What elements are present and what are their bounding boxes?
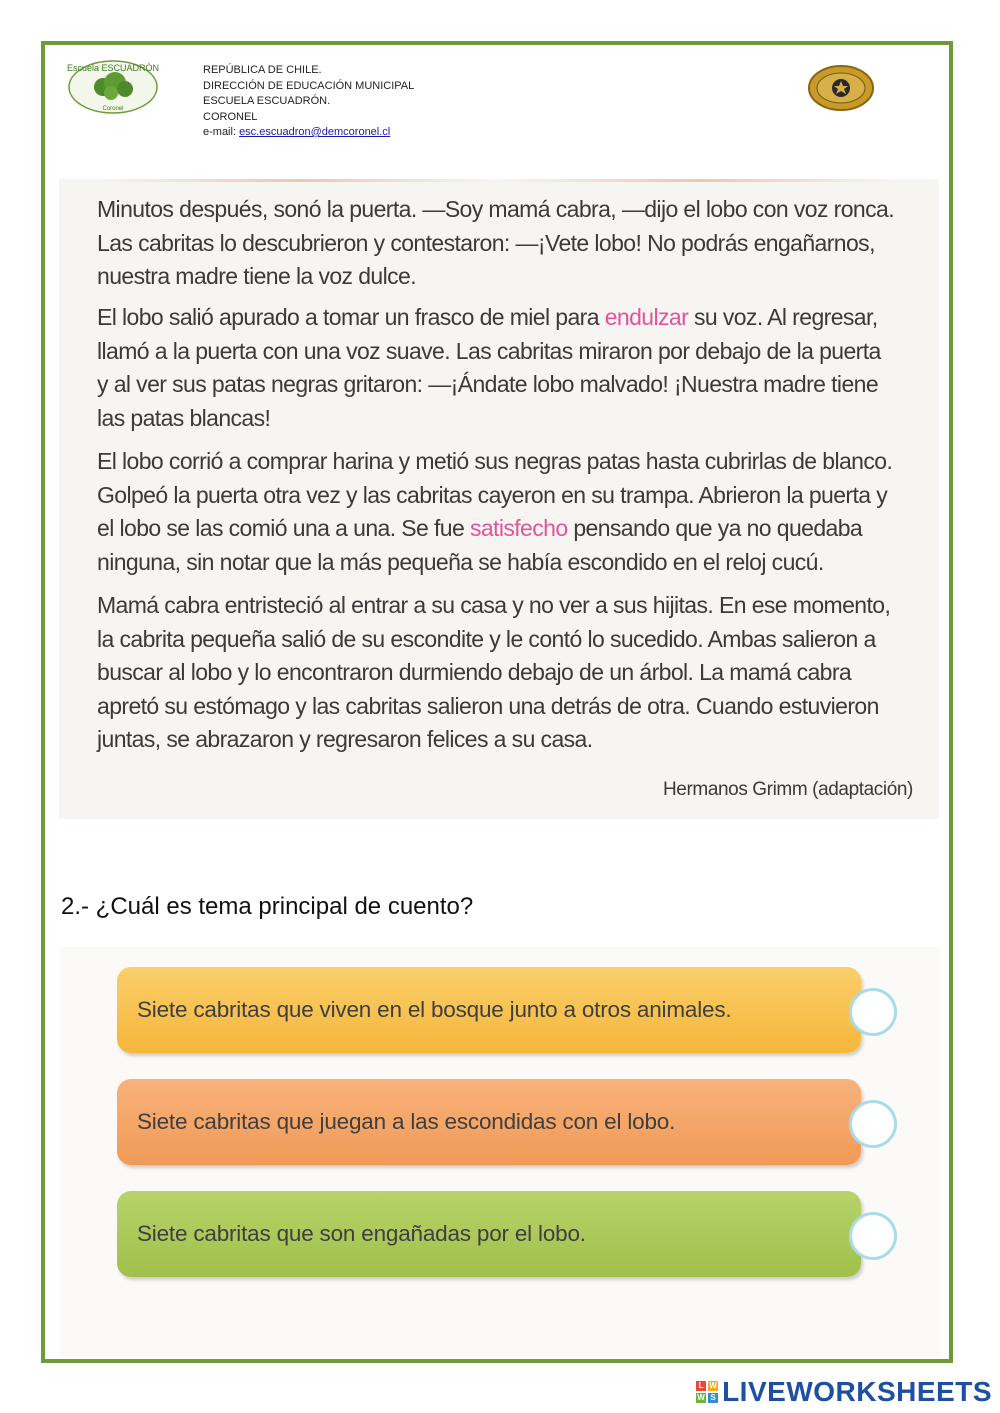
story-author: Hermanos Grimm (adaptación)	[662, 779, 913, 800]
answer-radio-1[interactable]	[849, 988, 897, 1036]
vocabulary-word: satisfecho	[469, 515, 568, 541]
header-email-line	[203, 125, 414, 141]
decorative-rule	[99, 179, 899, 182]
story-text-run: El lobo salió apurado a tomar un frasco de miel para	[97, 304, 605, 330]
email-link[interactable]: esc.escuadron@demcoronel.cl	[239, 126, 391, 138]
header-line: ESCUELA ESCUADRÓN.	[203, 95, 331, 107]
question-title: 2.- ¿Cuál es tema principal de cuento?	[61, 893, 474, 920]
logo-left-title: Escuela ESCUADRÓN	[67, 63, 159, 73]
story-paragraph	[97, 301, 897, 435]
brand-logo-cell: L	[696, 1381, 706, 1391]
story-paragraph: Minutos después, sonó la puerta. —Soy mamá cabra, —dijo el lobo con voz ronca. Las cabritas lo descubrieron y contestaron: —¡Vete lobo! No podrás engañarnos, nuestra madre tiene la voz dulce.	[97, 196, 894, 289]
answer-radio-2[interactable]	[849, 1100, 897, 1148]
brand-logo-cell: S	[708, 1393, 718, 1403]
header-line: CORONEL	[203, 110, 258, 123]
logo-left-subtitle: Coronel	[102, 106, 124, 112]
brand-logo-icon	[696, 1381, 718, 1403]
brand-logo-cell: W	[697, 1393, 705, 1402]
answer-option-label: Siete cabritas que juegan a las escondidas con el lobo.	[137, 1109, 676, 1134]
story-paragraph	[97, 445, 897, 579]
story-text-run: su voz. Al regresar, llamó a la puerta con una voz suave. Las cabritas miraron por debajo de la puerta y al ver sus patas negras gritaron: —¡Ándate lobo malvado! ¡Nuestra madre tiene las patas blancas!	[97, 304, 881, 431]
header-line: REPÚBLICA DE CHILE.	[203, 64, 322, 76]
answer-option-1[interactable]	[117, 967, 861, 1053]
answer-radio-3[interactable]	[849, 1212, 897, 1260]
answer-option-label: Siete cabritas que viven en el bosque junto a otros animales.	[137, 997, 732, 1022]
brand-logo-cell: W	[709, 1381, 717, 1390]
liveworksheets-brand[interactable]	[696, 1376, 992, 1408]
email-label: e-mail:	[203, 126, 240, 138]
school-logo-icon	[67, 59, 159, 115]
answer-option-2[interactable]	[117, 1079, 861, 1165]
brand-name: LIVEWORKSHEETS	[722, 1376, 992, 1407]
school-seal-icon	[807, 63, 875, 113]
answer-option-3[interactable]	[117, 1191, 861, 1277]
school-header	[203, 63, 414, 141]
story-text-run: pensando que ya no quedaba ninguna, sin notar que la más pequeña se había escondido en el reloj cucú.	[97, 515, 863, 575]
vocabulary-word: endulzar	[604, 304, 689, 330]
answer-option-label: Siete cabritas que son engañadas por el lobo.	[137, 1221, 586, 1246]
header-line: DIRECCIÓN DE EDUCACIÓN MUNICIPAL	[203, 79, 415, 92]
story-text	[59, 179, 939, 819]
worksheet-frame	[41, 41, 953, 1363]
story-text-run: El lobo corrió a comprar harina y metió sus negras patas hasta cubrirlas de blanco. Golpeó la puerta otra vez y las cabritas cayeron en su trampa. Abrieron la puerta y el lobo se las comió una a una. Se fue	[97, 448, 893, 541]
story-paragraph: Mamá cabra entristeció al entrar a su casa y no ver a sus hijitas. En ese momento, la cabrita pequeña salió de su escondite y le contó lo sucedido. Ambas salieron a buscar al lobo y lo encontraron durmiendo debajo de un árbol. La mamá cabra apretó su estómago y las cabritas salieron una detrás de otra. Cuando estuvieron juntas, se abrazaron y regresaron felices a su casa.	[97, 592, 891, 752]
